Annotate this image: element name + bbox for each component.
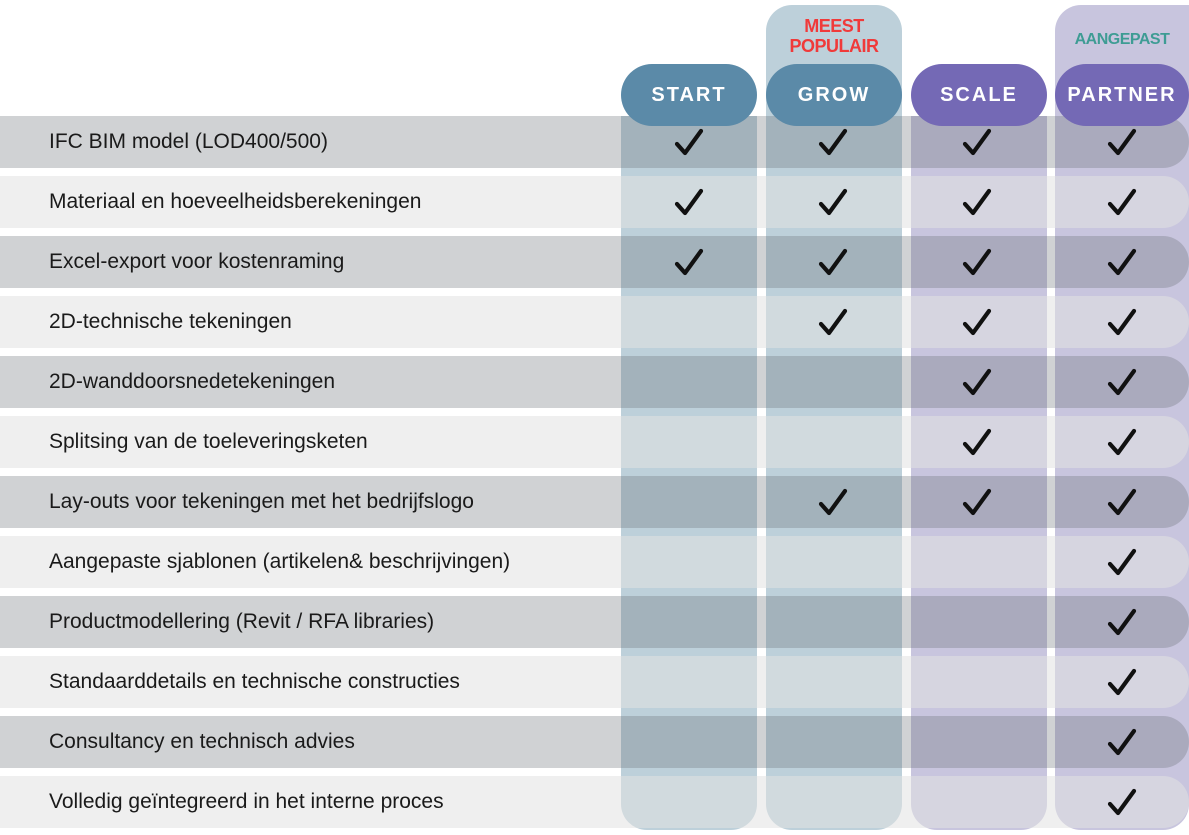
checkmark-icon	[1105, 606, 1139, 640]
feature-label: Consultancy en technisch advies	[49, 730, 355, 753]
grow-popular-badge: MEEST POPULAIR	[789, 16, 879, 56]
checkmark-icon	[1105, 306, 1139, 340]
checkmark-icon	[816, 246, 850, 280]
feature-row	[0, 596, 1189, 648]
checkmark-icon	[1105, 546, 1139, 580]
partner-custom-badge: AANGEPAST	[1074, 31, 1170, 48]
checkmark-icon	[816, 126, 850, 160]
checkmark-icon	[960, 366, 994, 400]
feature-row	[0, 776, 1189, 828]
feature-label: Excel-export voor kostenraming	[49, 250, 345, 273]
feature-row	[0, 296, 1189, 348]
plan-header-grow: GROW	[766, 64, 902, 126]
checkmark-icon	[1105, 726, 1139, 760]
feature-row	[0, 476, 1189, 528]
feature-row	[0, 236, 1189, 288]
checkmark-icon	[1105, 786, 1139, 820]
checkmark-icon	[1105, 666, 1139, 700]
checkmark-icon	[960, 126, 994, 160]
feature-label: Materiaal en hoeveelheidsberekeningen	[49, 190, 422, 213]
checkmark-icon	[1105, 486, 1139, 520]
checkmark-icon	[816, 186, 850, 220]
feature-label: 2D-wanddoorsnedetekeningen	[49, 370, 336, 393]
feature-label: Productmodellering (Revit / RFA libraries)	[49, 610, 435, 633]
feature-row	[0, 536, 1189, 588]
plan-header-scale: SCALE	[911, 64, 1047, 126]
checkmark-icon	[816, 306, 850, 340]
plan-header-start: START	[621, 64, 757, 126]
feature-label: Standaarddetails en technische constructies	[49, 670, 460, 693]
checkmark-icon	[672, 126, 706, 160]
checkmark-icon	[1105, 246, 1139, 280]
feature-label: Splitsing van de toeleveringsketen	[49, 430, 368, 453]
feature-label: Aangepaste sjablonen (artikelen& beschrijvingen)	[49, 550, 511, 573]
feature-row	[0, 656, 1189, 708]
checkmark-icon	[672, 186, 706, 220]
checkmark-icon	[816, 486, 850, 520]
checkmark-icon	[1105, 186, 1139, 220]
feature-label: Lay-outs voor tekeningen met het bedrijfslogo	[49, 490, 474, 513]
feature-label: 2D-technische tekeningen	[49, 310, 292, 333]
checkmark-icon	[1105, 126, 1139, 160]
checkmark-icon	[1105, 366, 1139, 400]
feature-label: IFC BIM model (LOD400/500)	[49, 130, 328, 153]
feature-row	[0, 716, 1189, 768]
feature-row	[0, 416, 1189, 468]
checkmark-icon	[960, 486, 994, 520]
checkmark-icon	[960, 306, 994, 340]
checkmark-icon	[960, 426, 994, 460]
feature-row	[0, 176, 1189, 228]
feature-row	[0, 356, 1189, 408]
checkmark-icon	[960, 186, 994, 220]
feature-label: Volledig geïntegreerd in het interne proces	[49, 790, 444, 813]
checkmark-icon	[672, 246, 706, 280]
plan-header-partner: PARTNER	[1055, 64, 1189, 126]
checkmark-icon	[1105, 426, 1139, 460]
checkmark-icon	[960, 246, 994, 280]
